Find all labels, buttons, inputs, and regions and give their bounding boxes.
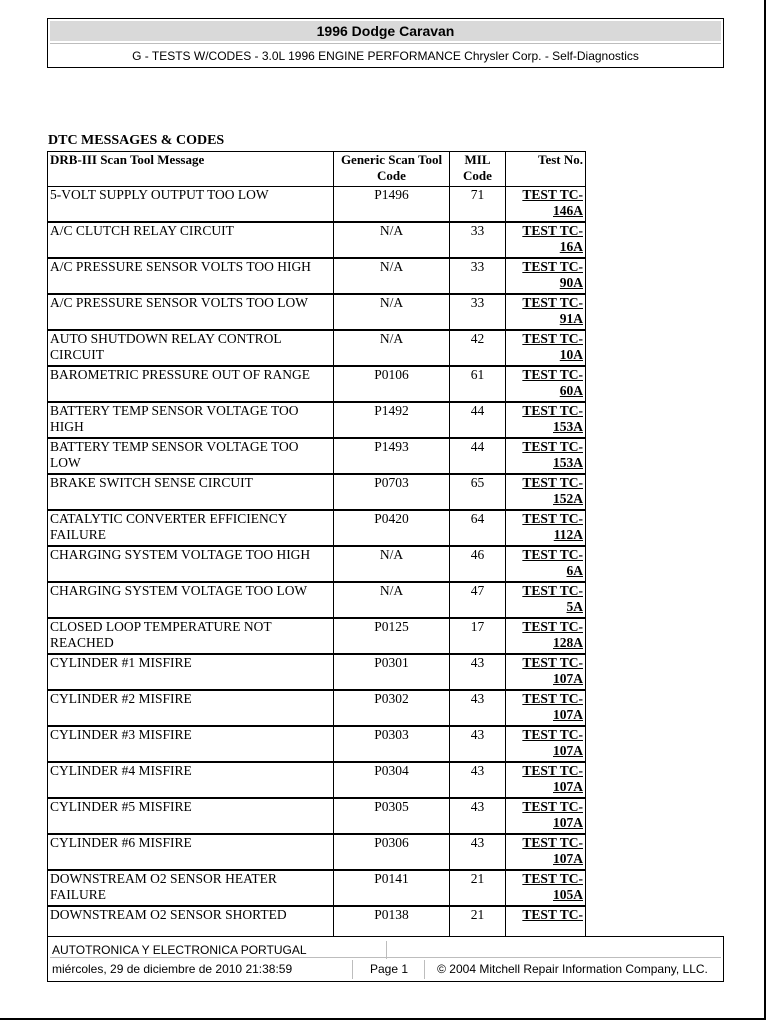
test-number-link[interactable] (506, 222, 586, 258)
generic-scan-code: P0304 (334, 762, 450, 798)
dtc-message: CYLINDER #6 MISFIRE (48, 834, 334, 870)
dtc-message: A/C PRESSURE SENSOR VOLTS TOO LOW (48, 294, 334, 330)
table-row (48, 870, 586, 906)
generic-scan-code: P0303 (334, 726, 450, 762)
table-row (48, 798, 586, 834)
table-row (48, 330, 586, 366)
test-number-link[interactable] (506, 582, 586, 618)
test-link-text[interactable]: TEST TC-6A (522, 547, 583, 578)
generic-scan-code: P0703 (334, 474, 450, 510)
dtc-table-container (47, 151, 586, 936)
mil-code: 33 (450, 258, 506, 294)
test-link-text[interactable]: TEST TC-91A (522, 295, 583, 326)
table-row (48, 366, 586, 402)
generic-scan-code: N/A (334, 330, 450, 366)
test-number-link[interactable] (506, 187, 586, 223)
mil-code: 43 (450, 654, 506, 690)
footer-row-organization (50, 939, 721, 958)
footer-date: miércoles, 29 de diciembre de 2010 21:38:59 (52, 960, 353, 979)
dtc-message: CYLINDER #5 MISFIRE (48, 798, 334, 834)
test-number-link[interactable] (506, 402, 586, 438)
table-row (48, 618, 586, 654)
dtc-message: DOWNSTREAM O2 SENSOR HEATER FAILURE (48, 870, 334, 906)
table-row (48, 474, 586, 510)
mil-code: 21 (450, 906, 506, 936)
mil-code: 42 (450, 330, 506, 366)
test-number-link[interactable] (506, 906, 586, 936)
test-number-link[interactable] (506, 654, 586, 690)
document-subtitle: G - TESTS W/CODES - 3.0L 1996 ENGINE PERFORMANCE Chrysler Corp. - Self-Diagnostics (50, 43, 721, 66)
generic-scan-code: P0302 (334, 690, 450, 726)
test-number-link[interactable] (506, 798, 586, 834)
dtc-message: BAROMETRIC PRESSURE OUT OF RANGE (48, 366, 334, 402)
dtc-message: CATALYTIC CONVERTER EFFICIENCY FAILURE (48, 510, 334, 546)
table-row (48, 294, 586, 330)
dtc-message: BATTERY TEMP SENSOR VOLTAGE TOO HIGH (48, 402, 334, 438)
table-header-row (48, 152, 586, 187)
dtc-message: AUTO SHUTDOWN RELAY CONTROL CIRCUIT (48, 330, 334, 366)
generic-scan-code: P1496 (334, 187, 450, 223)
dtc-message: A/C PRESSURE SENSOR VOLTS TOO HIGH (48, 258, 334, 294)
dtc-message: A/C CLUTCH RELAY CIRCUIT (48, 222, 334, 258)
mil-code: 44 (450, 402, 506, 438)
column-header-test-no: Test No. (506, 152, 586, 187)
test-link-text[interactable]: TEST TC-105A (522, 871, 583, 902)
mil-code: 43 (450, 798, 506, 834)
generic-scan-code: N/A (334, 258, 450, 294)
generic-scan-code: P1493 (334, 438, 450, 474)
table-row (48, 438, 586, 474)
table-row (48, 726, 586, 762)
dtc-message: DOWNSTREAM O2 SENSOR SHORTED (48, 906, 334, 936)
test-number-link[interactable] (506, 726, 586, 762)
table-row (48, 582, 586, 618)
generic-scan-code: N/A (334, 582, 450, 618)
mil-code: 17 (450, 618, 506, 654)
footer-row-info (50, 960, 721, 979)
column-header-mil-code: MIL Code (450, 152, 506, 187)
dtc-message: CHARGING SYSTEM VOLTAGE TOO HIGH (48, 546, 334, 582)
test-link-text[interactable]: TEST TC-128A (522, 619, 583, 650)
generic-scan-code: N/A (334, 546, 450, 582)
test-number-link[interactable] (506, 762, 586, 798)
dtc-table (47, 151, 586, 936)
column-header-generic-code: Generic Scan Tool Code (334, 152, 450, 187)
generic-scan-code: N/A (334, 294, 450, 330)
mil-code: 71 (450, 187, 506, 223)
test-number-link[interactable] (506, 366, 586, 402)
table-row (48, 402, 586, 438)
mil-code: 43 (450, 726, 506, 762)
generic-scan-code: P0125 (334, 618, 450, 654)
table-row (48, 258, 586, 294)
dtc-message: CYLINDER #2 MISFIRE (48, 690, 334, 726)
generic-scan-code: P0138 (334, 906, 450, 936)
column-header-message: DRB-III Scan Tool Message (48, 152, 334, 187)
test-number-link[interactable] (506, 510, 586, 546)
test-link-text[interactable]: TEST TC-107A (522, 691, 583, 722)
test-link-text[interactable]: TEST TC-107A (522, 799, 583, 830)
generic-scan-code: P0301 (334, 654, 450, 690)
test-number-link[interactable] (506, 618, 586, 654)
mil-code: 64 (450, 510, 506, 546)
dtc-message: 5-VOLT SUPPLY OUTPUT TOO LOW (48, 187, 334, 223)
test-number-link[interactable] (506, 438, 586, 474)
test-number-link[interactable] (506, 474, 586, 510)
mil-code: 43 (450, 834, 506, 870)
dtc-message: CYLINDER #1 MISFIRE (48, 654, 334, 690)
mil-code: 43 (450, 690, 506, 726)
test-number-link[interactable] (506, 546, 586, 582)
generic-scan-code: P0106 (334, 366, 450, 402)
test-link-text[interactable]: TEST TC-10A (522, 331, 583, 362)
test-link-text[interactable]: TEST TC-107A (522, 655, 583, 686)
mil-code: 65 (450, 474, 506, 510)
test-number-link[interactable] (506, 258, 586, 294)
document-header (47, 18, 724, 68)
mil-code: 21 (450, 870, 506, 906)
test-link-text[interactable]: TEST TC-152A (522, 475, 583, 506)
dtc-message: CHARGING SYSTEM VOLTAGE TOO LOW (48, 582, 334, 618)
generic-scan-code: P1492 (334, 402, 450, 438)
test-number-link[interactable] (506, 294, 586, 330)
table-row (48, 187, 586, 223)
footer-page-number: Page 1 (354, 960, 425, 979)
table-body (48, 187, 586, 937)
document-footer (47, 936, 724, 982)
table-row (48, 546, 586, 582)
test-link-text[interactable]: TEST TC-60A (522, 367, 583, 398)
generic-scan-code: P0420 (334, 510, 450, 546)
footer-organization: AUTOTRONICA Y ELECTRONICA PORTUGAL (52, 941, 387, 959)
test-link-text[interactable]: TEST TC-153A (522, 403, 583, 434)
dtc-message: CYLINDER #3 MISFIRE (48, 726, 334, 762)
mil-code: 33 (450, 294, 506, 330)
table-row (48, 906, 586, 936)
test-link-text[interactable]: TEST TC-90A (522, 259, 583, 290)
test-link-text[interactable]: TEST TC-107A (522, 727, 583, 758)
dtc-message: BATTERY TEMP SENSOR VOLTAGE TOO LOW (48, 438, 334, 474)
table-row (48, 834, 586, 870)
test-link-text[interactable]: TEST TC-146A (522, 187, 583, 218)
mil-code: 33 (450, 222, 506, 258)
mil-code: 44 (450, 438, 506, 474)
dtc-message: BRAKE SWITCH SENSE CIRCUIT (48, 474, 334, 510)
section-title: DTC MESSAGES & CODES (48, 133, 225, 148)
mil-code: 61 (450, 366, 506, 402)
test-link-text[interactable]: TEST TC- (522, 907, 583, 922)
table-row (48, 510, 586, 546)
generic-scan-code: P0305 (334, 798, 450, 834)
test-number-link[interactable] (506, 690, 586, 726)
test-link-text[interactable]: TEST TC-107A (522, 763, 583, 794)
table-row (48, 654, 586, 690)
mil-code: 43 (450, 762, 506, 798)
mil-code: 46 (450, 546, 506, 582)
test-number-link[interactable] (506, 834, 586, 870)
table-row (48, 762, 586, 798)
table-row (48, 222, 586, 258)
dtc-message: CLOSED LOOP TEMPERATURE NOT REACHED (48, 618, 334, 654)
footer-copyright: © 2004 Mitchell Repair Information Company, LLC. (437, 962, 708, 976)
test-link-text[interactable]: TEST TC-107A (522, 835, 583, 866)
dtc-message: CYLINDER #4 MISFIRE (48, 762, 334, 798)
generic-scan-code: P0306 (334, 834, 450, 870)
generic-scan-code: N/A (334, 222, 450, 258)
document-title: 1996 Dodge Caravan (50, 21, 721, 41)
test-number-link[interactable] (506, 870, 586, 906)
test-number-link[interactable] (506, 330, 586, 366)
mil-code: 47 (450, 582, 506, 618)
test-link-text[interactable]: TEST TC-16A (522, 223, 583, 254)
table-row (48, 690, 586, 726)
test-link-text[interactable]: TEST TC-153A (522, 439, 583, 470)
generic-scan-code: P0141 (334, 870, 450, 906)
test-link-text[interactable]: TEST TC-5A (522, 583, 583, 614)
test-link-text[interactable]: TEST TC-112A (522, 511, 583, 542)
